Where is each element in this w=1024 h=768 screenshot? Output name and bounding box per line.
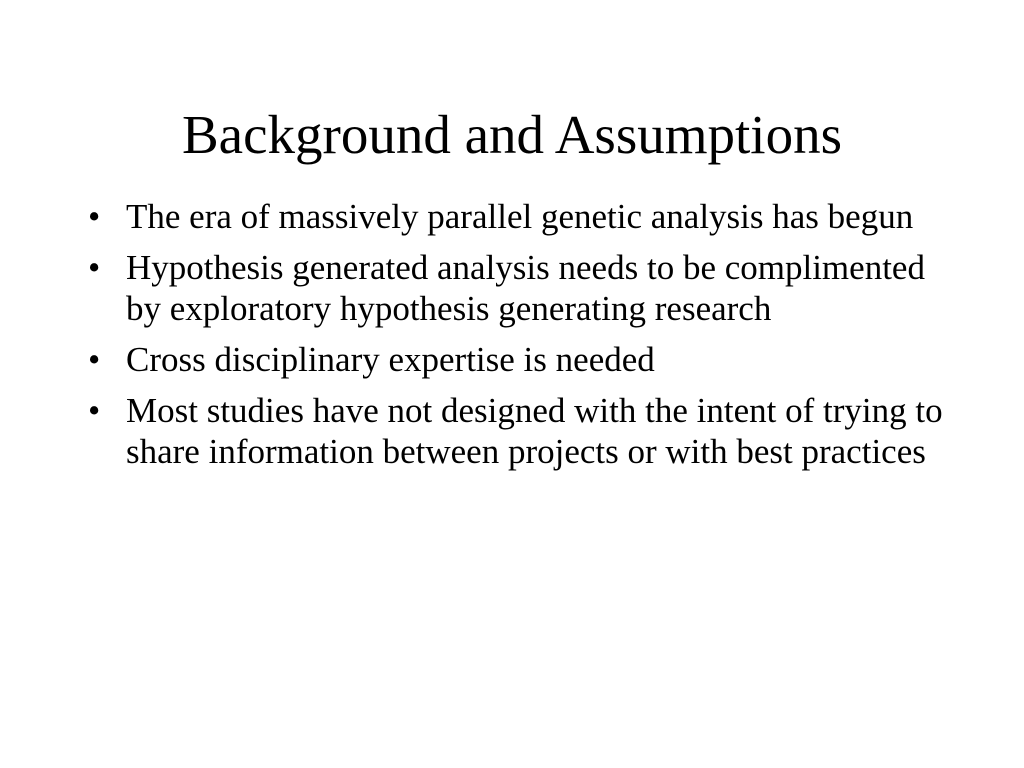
- bullet-text: Most studies have not designed with the intent of trying to share information between projects or with best practices: [126, 391, 943, 471]
- bullet-icon: •: [88, 340, 101, 379]
- slide-title: Background and Assumptions: [182, 104, 842, 165]
- bullet-item: [86, 247, 946, 329]
- bullet-icon: •: [88, 197, 101, 236]
- bullet-list: [86, 196, 946, 482]
- bullet-item: [86, 339, 946, 380]
- bullet-item: [86, 196, 946, 237]
- bullet-icon: •: [88, 391, 101, 430]
- bullet-icon: •: [88, 248, 101, 287]
- bullet-text: Hypothesis generated analysis needs to be complimented by exploratory hypothesis generating research: [126, 248, 925, 328]
- bullet-item: [86, 390, 946, 472]
- bullet-text: The era of massively parallel genetic analysis has begun: [126, 197, 914, 236]
- bullet-text: Cross disciplinary expertise is needed: [126, 340, 655, 379]
